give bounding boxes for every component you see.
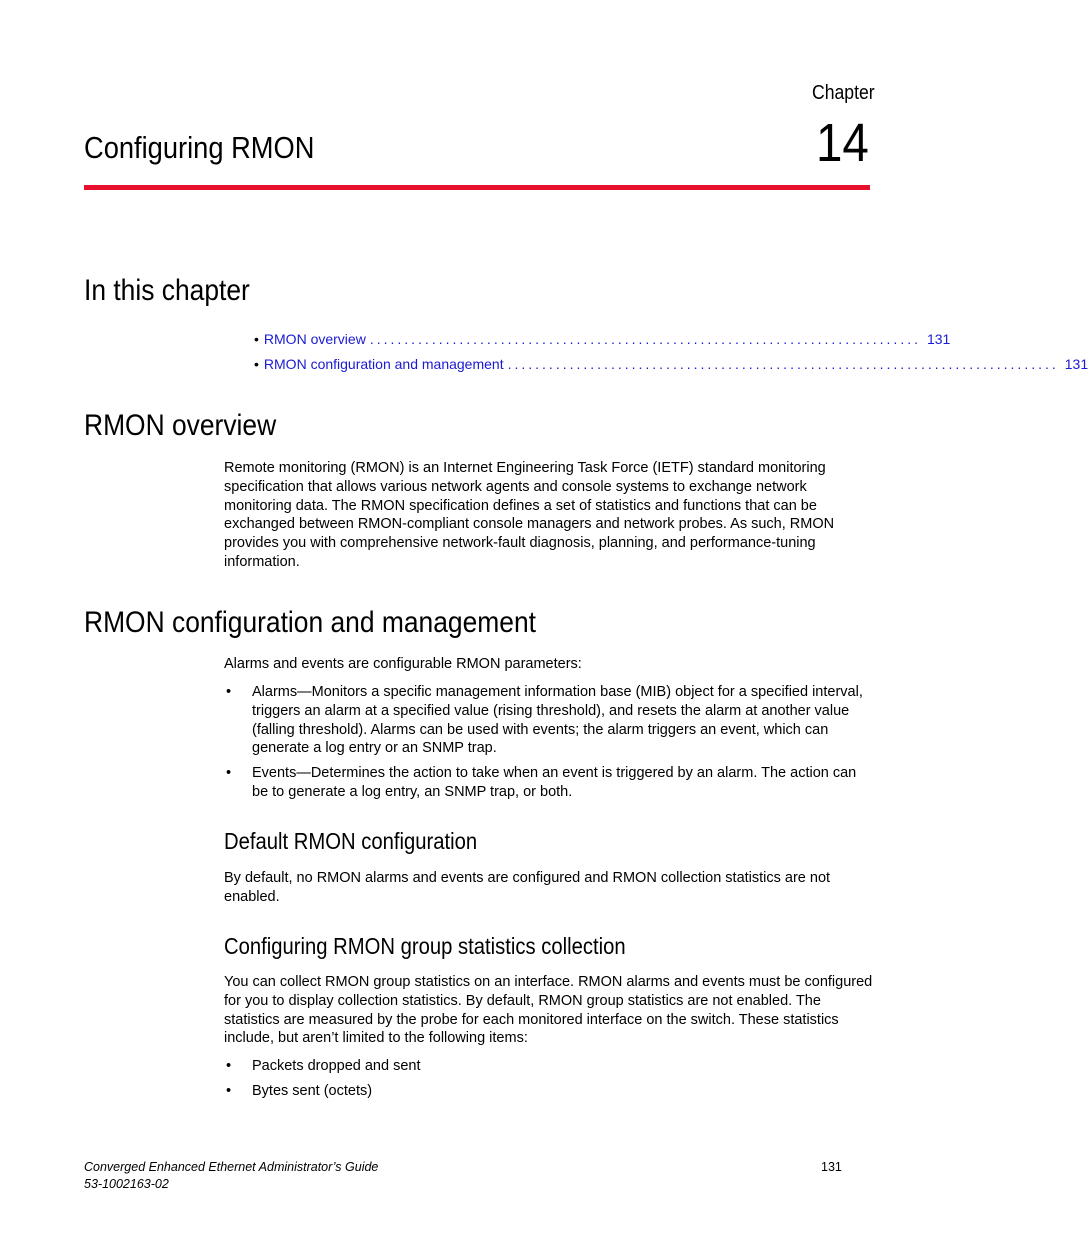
bullet: • — [226, 1083, 232, 1099]
config-intro: Alarms and events are configurable RMON parameters: — [224, 656, 582, 672]
list-item-text: Alarms—Monitors a specific management information base (MIB) object for a specified interval, triggers an alarm at a specified value (rising threshold), and resets the alarm at another value (falling threshold). Alarms can be used with events; the alarm triggers an event, which can generate a log entry or an SNMP trap. — [252, 684, 863, 757]
subsection-heading-group-stats: Configuring RMON group statistics collection — [224, 933, 626, 959]
bullet: • — [226, 1058, 232, 1074]
subsection-heading-default: Default RMON configuration — [224, 828, 478, 854]
toc-page-number[interactable]: 131 — [926, 331, 951, 347]
section-heading-config: RMON configuration and management — [84, 606, 536, 639]
footer-page-number: 131 — [821, 1160, 842, 1174]
list-item-text: Bytes sent (octets) — [252, 1083, 373, 1099]
title-divider — [84, 185, 870, 190]
toc-link-rmon-configuration[interactable]: RMON configuration and management — [263, 356, 504, 372]
chapter-label: Chapter — [812, 82, 875, 104]
list-item-text: Packets dropped and sent — [252, 1058, 421, 1074]
toc-item[interactable]: • RMON configuration and management ................................................................................ 131 — [254, 356, 1088, 372]
section-heading-overview: RMON overview — [84, 409, 277, 442]
toc-item[interactable]: • RMON overview ................................................................................ 131 — [254, 331, 951, 347]
default-paragraph: By default, no RMON alarms and events are configured and RMON collection statistics are not enabled. — [224, 870, 831, 905]
footer-guide-title: Converged Enhanced Ethernet Administrator’s Guide — [84, 1160, 379, 1174]
toc-heading: In this chapter — [84, 274, 250, 307]
toc-leader: ................................................................................ — [507, 356, 1059, 372]
page-title: Configuring RMON — [84, 130, 315, 165]
toc-link-rmon-overview[interactable]: RMON overview — [263, 331, 366, 347]
bullet: • — [226, 684, 232, 700]
chapter-number: 14 — [816, 113, 869, 173]
group-stats-paragraph: You can collect RMON group statistics on an interface. RMON alarms and events must be configured for you to display collection statistics. By default, RMON group statistics are not enabled. The statistics are measured by the probe for each monitored interface on the switch. These statistics include, but aren’t limited to the following items: — [224, 974, 873, 1047]
toc-leader: ................................................................................ — [369, 331, 921, 347]
bullet: • — [226, 765, 232, 781]
footer-doc-number: 53-1002163-02 — [84, 1177, 169, 1191]
list-item-text: Events—Determines the action to take when an event is triggered by an alarm. The action can be to generate a log entry, an SNMP trap, or both. — [252, 765, 857, 800]
overview-paragraph: Remote monitoring (RMON) is an Internet Engineering Task Force (IETF) standard monitoring specification that allows various network agents and console systems to exchange network monitoring data. The RMON specification defines a set of statistics and functions that can be exchanged between RMON-compliant console managers and network probes. As such, RMON provides you with comprehensive network-fault diagnosis, planning, and performance-tuning information. — [224, 460, 835, 570]
toc-page-number[interactable]: 131 — [1064, 356, 1088, 372]
